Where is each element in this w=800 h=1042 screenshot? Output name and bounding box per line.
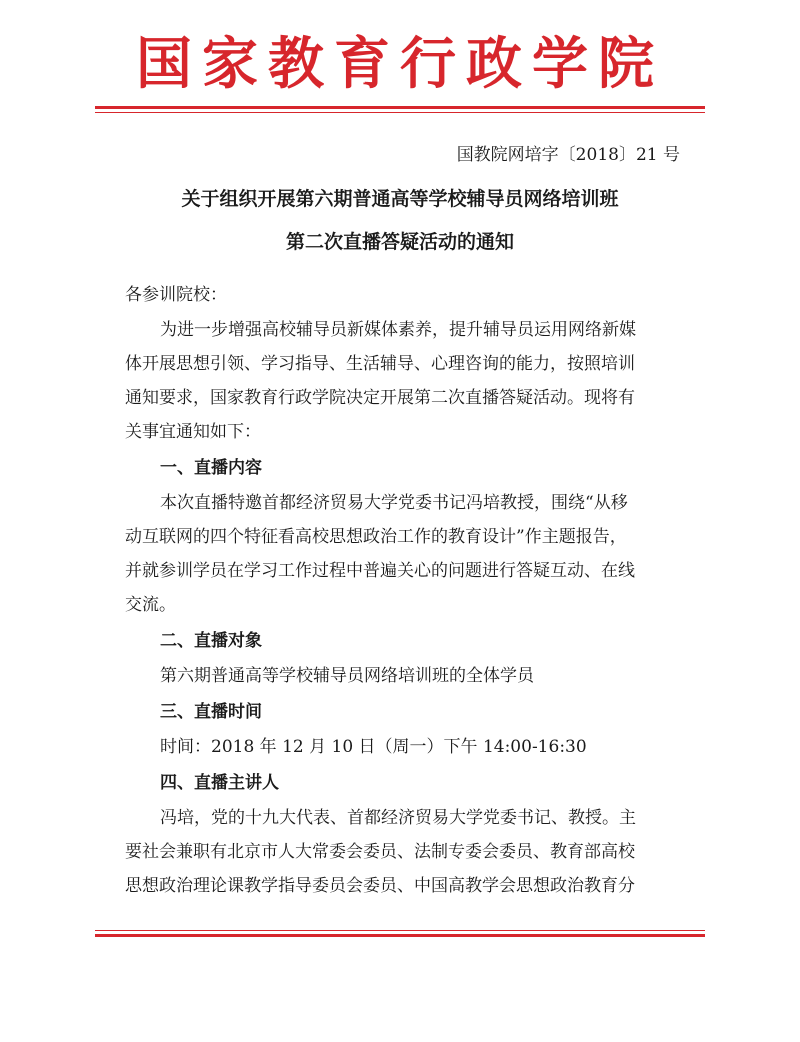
letterhead-title: 国家教育行政学院: [136, 32, 664, 97]
section-heading-speaker: 四、直播主讲人: [160, 773, 279, 793]
footer-rule-thick: [95, 934, 705, 937]
salutation: 各参训院校：: [125, 285, 227, 305]
section1-line: 并就参训学员在学习工作过程中普遍关心的问题进行答疑互动、在线: [125, 561, 635, 581]
intro-line: 通知要求，国家教育行政学院决定开展第二次直播答疑活动。现将有: [125, 388, 635, 408]
intro-line: 体开展思想引领、学习指导、生活辅导、心理咨询的能力，按照培训: [125, 354, 635, 374]
section4-line: 冯培，党的十九大代表、首都经济贸易大学党委书记、教授。主: [160, 808, 636, 828]
section-heading-audience: 二、直播对象: [160, 631, 262, 651]
document-title-line1: 关于组织开展第六期普通高等学校辅导员网络培训班: [181, 188, 619, 210]
section3-line: 时间：2018 年 12 月 10 日（周一）下午 14:00-16:30: [160, 737, 587, 757]
section1-line: 交流。: [125, 595, 176, 615]
section-heading-content: 一、直播内容: [160, 458, 262, 478]
document-number: 国教院网培字〔2018〕21 号: [456, 145, 680, 165]
section2-line: 第六期普通高等学校辅导员网络培训班的全体学员: [160, 666, 534, 686]
intro-line: 为进一步增强高校辅导员新媒体素养，提升辅导员运用网络新媒: [160, 320, 636, 340]
section1-line: 本次直播特邀首都经济贸易大学党委书记冯培教授，围绕“从移: [160, 493, 628, 513]
intro-line: 关事宜通知如下：: [125, 422, 261, 442]
footer-rule-thin: [95, 930, 705, 931]
document-title-line2: 第二次直播答疑活动的通知: [285, 231, 514, 253]
section4-line: 思想政治理论课教学指导委员会委员、中国高教学会思想政治教育分: [125, 876, 635, 896]
letterhead-rule-thick: [95, 106, 705, 109]
section1-line: 动互联网的四个特征看高校思想政治工作的教育设计”作主题报告，: [125, 527, 627, 547]
section4-line: 要社会兼职有北京市人大常委会委员、法制专委会委员、教育部高校: [125, 842, 635, 862]
letterhead-rule-thin: [95, 112, 705, 113]
section-heading-time: 三、直播时间: [160, 702, 262, 722]
